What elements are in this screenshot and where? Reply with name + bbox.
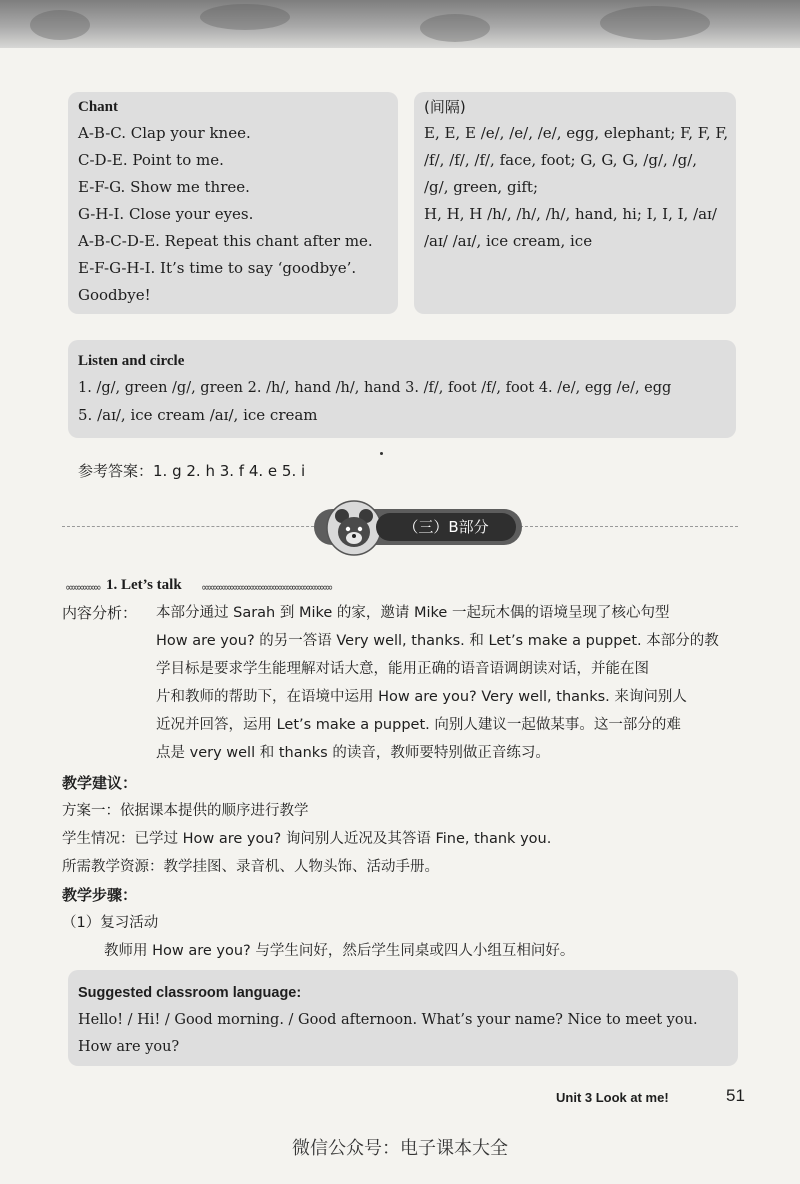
- step1-title: （1）复习活动: [62, 915, 159, 931]
- analysis-line: 片和教师的帮助下，在语境中运用 How are you? Very well, thanks. 来询问别人: [156, 689, 687, 705]
- chant-line: E-F-G. Show me three.: [78, 178, 250, 196]
- interval-line: /aɪ/ /aɪ/, ice cream, ice: [424, 232, 593, 250]
- analysis-label: 内容分析：: [62, 604, 138, 622]
- step1-text: 教师用 How are you? 与学生问好，然后学生同桌或四人小组互相问好。: [104, 943, 575, 959]
- listen-line: 5. /aɪ/, ice cream /aɪ/, ice cream: [78, 406, 318, 424]
- watermark-text: 微信公众号：电子课本大全: [292, 1138, 508, 1159]
- students-line: 学生情况：已学过 How are you? 询问别人近况及其答语 Fine, thank you.: [62, 831, 552, 847]
- stray-mark: [380, 452, 383, 455]
- section-title: （三）B部分: [376, 513, 516, 541]
- analysis-line: 近况并回答，运用 Let’s make a puppet. 向别人建议一起做某事。这一部分的难: [156, 717, 681, 733]
- section-divider-right: [520, 526, 738, 527]
- interval-line: /f/, /f/, /f/, face, foot; G, G, G, /g/, /g/,: [424, 151, 698, 169]
- interval-title: (间隔): [424, 98, 466, 116]
- interval-line: H, H, H /h/, /h/, /h/, hand, hi; I, I, I, /aɪ/: [424, 205, 717, 223]
- decorative-header-strip: [0, 0, 800, 48]
- chant-line: Goodbye!: [78, 286, 151, 304]
- chant-line: A-B-C. Clap your knee.: [78, 124, 251, 142]
- chant-title: Chant: [78, 99, 119, 115]
- section-divider-left: [62, 526, 324, 527]
- heading-ornament-right: ∞∞∞∞∞∞∞∞∞∞∞∞∞∞∞∞∞∞∞∞∞∞∞: [202, 581, 332, 594]
- analysis-line: 本部分通过 Sarah 到 Mike 的家，邀请 Mike 一起玩木偶的语境呈现了核心句型: [156, 605, 670, 621]
- unit-label: Unit 3 Look at me!: [556, 1090, 669, 1105]
- analysis-line: How are you? 的另一答语 Very well, thanks. 和 Let’s make a puppet. 本部分的教: [156, 633, 719, 649]
- chant-line: A-B-C-D-E. Repeat this chant after me.: [78, 232, 373, 250]
- classroom-language-line: Hello! / Hi! / Good morning. / Good afternoon. What’s your name? Nice to meet you.: [78, 1012, 698, 1028]
- analysis-line: 点是 very well 和 thanks 的读音，教师要特别做正音练习。: [156, 745, 550, 761]
- lets-talk-heading: 1. Let’s talk: [106, 577, 182, 593]
- resources-line: 所需教学资源：教学挂图、录音机、人物头饰、活动手册。: [62, 859, 439, 875]
- plan-line: 方案一：依据课本提供的顺序进行教学: [62, 803, 309, 819]
- answer-key: 参考答案：1. g 2. h 3. f 4. e 5. i: [78, 462, 306, 480]
- classroom-language-line: How are you?: [78, 1039, 180, 1055]
- listen-line: 1. /g/, green /g/, green 2. /h/, hand /h/, hand 3. /f/, foot /f/, foot 4. /e/, egg /e/, egg: [78, 380, 672, 396]
- chant-line: C-D-E. Point to me.: [78, 151, 224, 169]
- chant-line: E-F-G-H-I. It’s time to say ‘goodbye’.: [78, 259, 357, 277]
- listen-title: Listen and circle: [78, 353, 185, 369]
- chant-line: G-H-I. Close your eyes.: [78, 205, 254, 223]
- interval-line: E, E, E /e/, /e/, /e/, egg, elephant; F, F, F,: [424, 124, 729, 142]
- classroom-language-title: Suggested classroom language:: [78, 985, 302, 1001]
- interval-line: /g/, green, gift;: [424, 178, 539, 196]
- analysis-line: 学目标是要求学生能理解对话大意，能用正确的语音语调朗读对话，并能在图: [156, 661, 649, 677]
- steps-title: 教学步骤：: [62, 886, 138, 904]
- bear-icon: [326, 500, 382, 556]
- page-number: 51: [726, 1086, 745, 1105]
- heading-ornament-left: ∞∞∞∞∞∞: [66, 581, 100, 594]
- suggestion-title: 教学建议：: [62, 774, 138, 792]
